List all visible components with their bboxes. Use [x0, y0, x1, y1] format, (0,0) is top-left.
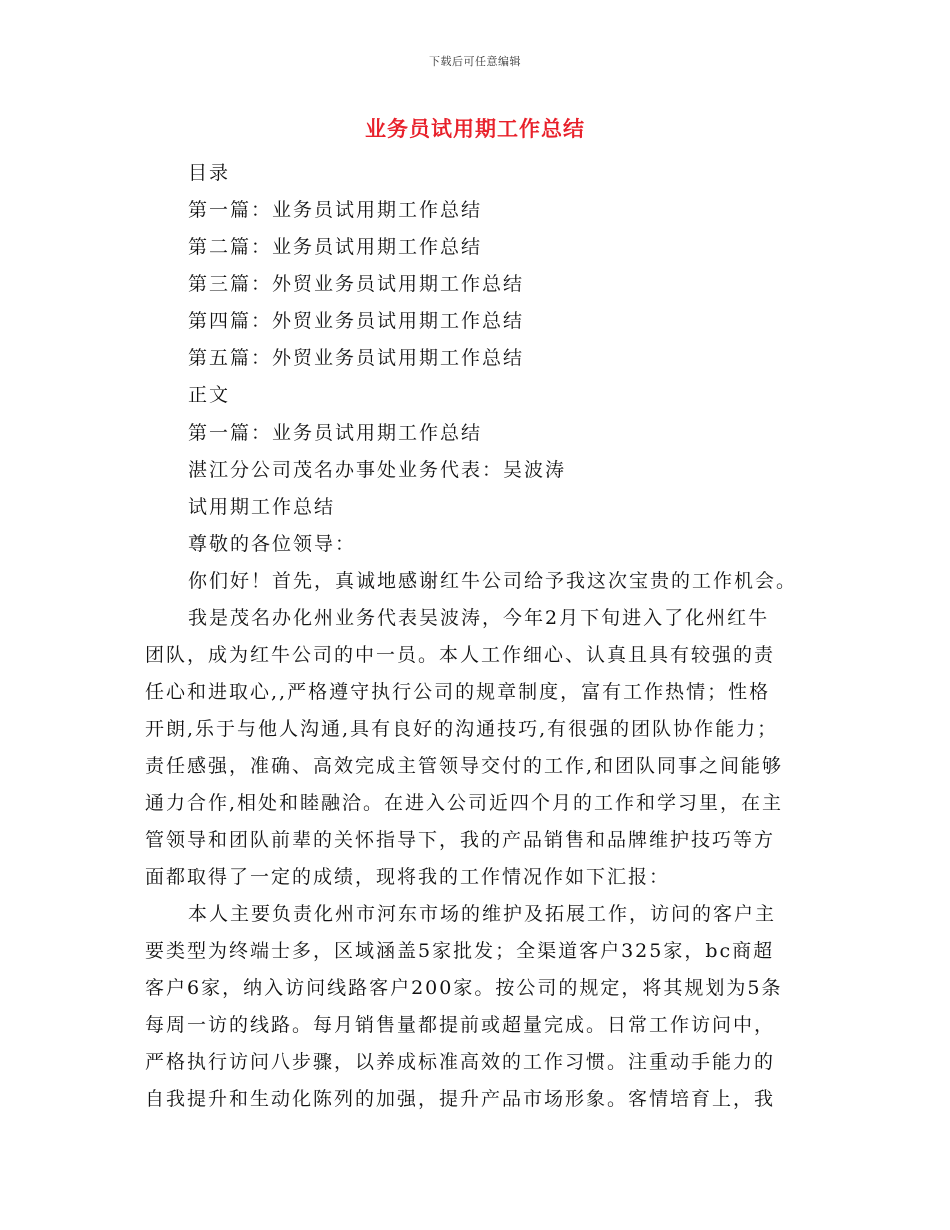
greeting: 你们好！首先，真诚地感谢红牛公司给予我这次宝贵的工作机会。 — [188, 570, 798, 592]
toc-item: 第五篇：外贸业务员试用期工作总结 — [188, 347, 525, 369]
paragraph-2-line: 自我提升和生动化陈列的加强，提升产品市场形象。客情培育上，我 — [145, 1088, 776, 1110]
salutation: 尊敬的各位领导： — [188, 533, 357, 555]
toc-item: 第二篇：业务员试用期工作总结 — [188, 236, 483, 258]
section-title: 第一篇：业务员试用期工作总结 — [188, 422, 483, 444]
paragraph-1-line: 团队，成为红牛公司的中一员。本人工作细心、认真且具有较强的责 — [145, 644, 776, 666]
paragraph-2-line: 每周一访的线路。每月销售量都提前或超量完成。日常工作访问中， — [145, 1014, 776, 1036]
paragraph-1-line: 我是茂名办化州业务代表吴波涛，今年2月下旬进入了化州红牛 — [188, 607, 770, 629]
toc-item: 第一篇：业务员试用期工作总结 — [188, 199, 483, 221]
toc-label: 目录 — [188, 162, 231, 184]
paragraph-1-line: 通力合作,相处和睦融洽。在进入公司近四个月的工作和学习里，在主 — [145, 792, 784, 814]
document-title: 业务员试用期工作总结 — [365, 116, 585, 141]
paragraph-2-line: 本人主要负责化州市河东市场的维护及拓展工作，访问的客户主 — [188, 903, 777, 925]
paragraph-1-line: 管领导和团队前辈的关怀指导下，我的产品销售和品牌维护技巧等方 — [145, 829, 776, 851]
doc-subtitle: 试用期工作总结 — [188, 496, 336, 518]
paragraph-1-line: 面都取得了一定的成绩，现将我的工作情况作如下汇报： — [145, 866, 671, 888]
toc-item: 第四篇：外贸业务员试用期工作总结 — [188, 310, 525, 332]
paragraph-2-line: 要类型为终端士多，区域涵盖5家批发；全渠道客户325家，bc商超 — [145, 940, 775, 962]
page-header-note: 下载后可任意编辑 — [429, 55, 521, 68]
paragraph-2-line: 严格执行访问八步骤，以养成标准高效的工作习惯。注重动手能力的 — [145, 1051, 776, 1073]
paragraph-2-line: 客户6家，纳入访问线路客户200家。按公司的规定，将其规划为5条 — [145, 977, 783, 999]
toc-item: 第三篇：外贸业务员试用期工作总结 — [188, 273, 525, 295]
paragraph-1-line: 开朗,乐于与他人沟通,具有良好的沟通技巧,有很强的团队协作能力； — [145, 718, 779, 740]
paragraph-1-line: 责任感强，准确、高效完成主管领导交付的工作,和团队同事之间能够 — [145, 755, 784, 777]
author-line: 湛江分公司茂名办事处业务代表：吴波涛 — [188, 459, 567, 481]
body-label: 正文 — [188, 384, 231, 406]
paragraph-1-line: 任心和进取心,,严格遵守执行公司的规章制度，富有工作热情；性格 — [145, 681, 771, 703]
